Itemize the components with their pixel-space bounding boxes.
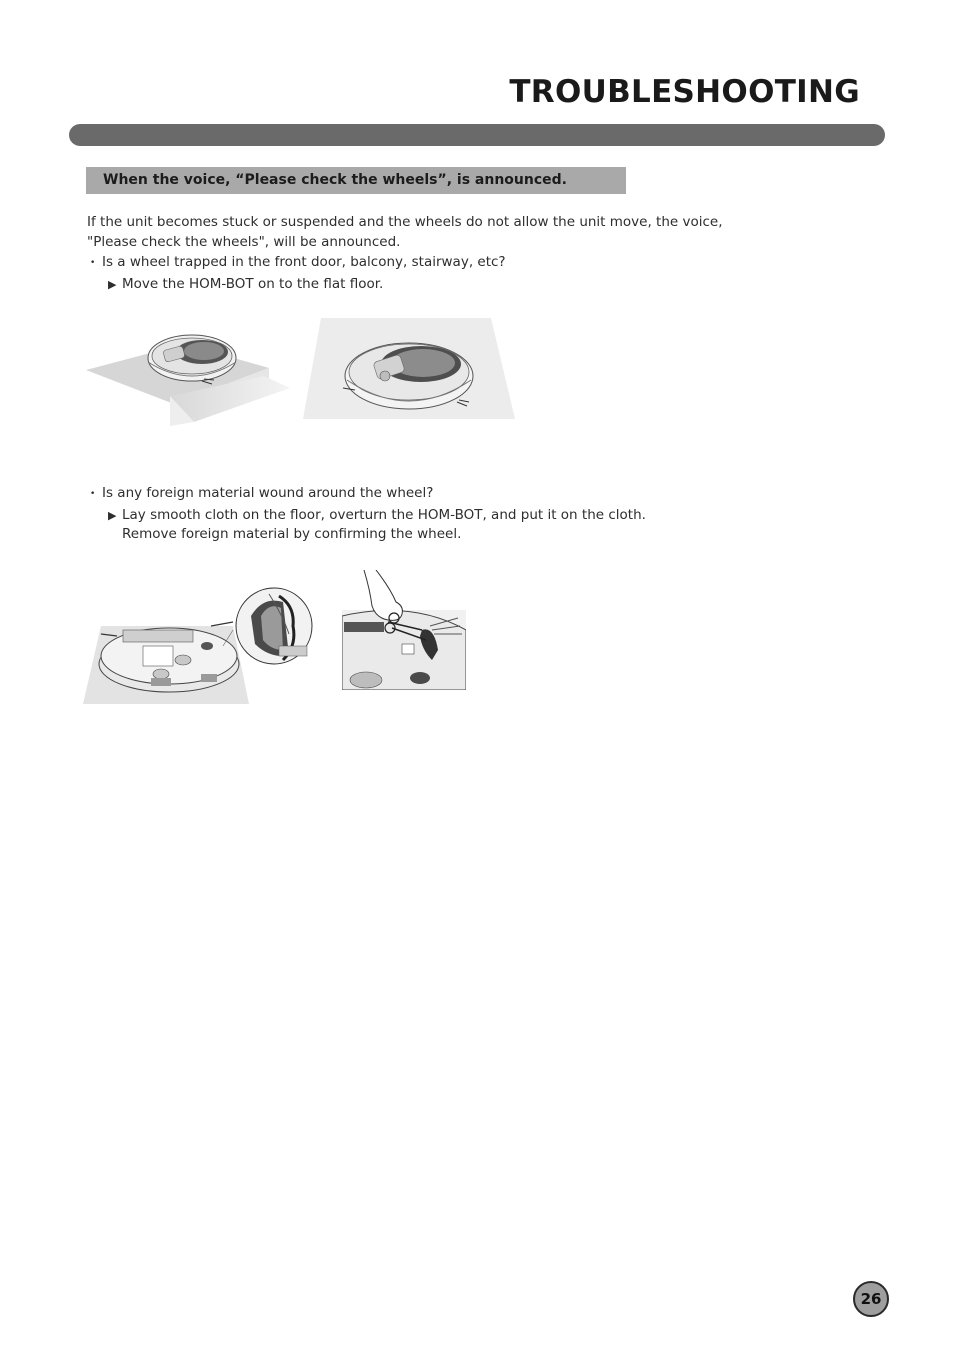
header-bar bbox=[69, 124, 885, 146]
hand-removing-material-illustration bbox=[342, 570, 466, 690]
bullet-icon: • bbox=[90, 489, 96, 499]
action-item-lay-cloth bbox=[108, 506, 646, 525]
action-text: Lay smooth cloth on the floor, overturn the HOM-BOT, and put it on the cloth. bbox=[122, 507, 646, 523]
bullet-item-wheel-trapped bbox=[90, 253, 506, 273]
arrow-right-icon: ▶ bbox=[108, 509, 117, 522]
robot-on-flat-floor-illustration bbox=[303, 318, 515, 419]
overturned-robot-wheel-closeup-illustration bbox=[83, 586, 315, 704]
action-item-remove-material: Remove foreign material by confirming the wheel. bbox=[122, 526, 462, 542]
arrow-right-icon: ▶ bbox=[108, 278, 117, 291]
bullet-item-foreign-material bbox=[90, 484, 433, 504]
action-item-move-to-flat-floor bbox=[108, 275, 383, 294]
intro-text-line-1: If the unit becomes stuck or suspended and the wheels do not allow the unit move, the voice, bbox=[87, 214, 723, 230]
robot-stuck-on-step-illustration bbox=[84, 318, 294, 430]
bullet-question-text: Is a wheel trapped in the front door, balcony, stairway, etc? bbox=[102, 254, 506, 270]
intro-text-line-2: "Please check the wheels", will be announced. bbox=[87, 234, 401, 250]
page-number: 26 bbox=[853, 1281, 889, 1317]
action-text: Move the HOM-BOT on to the flat floor. bbox=[122, 276, 384, 292]
page-title: TROUBLESHOOTING bbox=[509, 74, 860, 110]
bullet-question-text: Is any foreign material wound around the wheel? bbox=[102, 485, 434, 501]
section-heading: When the voice, “Please check the wheels”, is announced. bbox=[86, 167, 626, 194]
bullet-icon: • bbox=[90, 258, 96, 268]
